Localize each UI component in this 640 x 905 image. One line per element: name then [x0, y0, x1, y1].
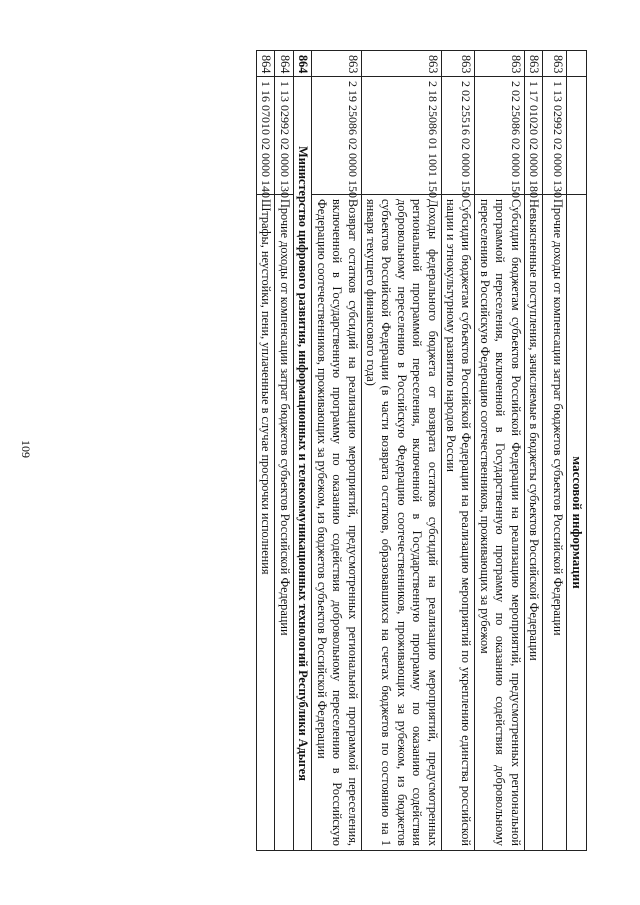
revenue-code: 1 13 02992 02 0000 130 — [543, 77, 567, 195]
revenue-code: 2 02 25086 02 0000 150 — [475, 77, 524, 195]
revenue-code: 1 13 02992 02 0000 130 — [275, 77, 293, 195]
revenue-code: 1 17 01020 02 0000 180 — [524, 77, 542, 195]
admin-code: 863 — [441, 51, 475, 77]
page-number: 109 — [19, 440, 33, 458]
table-row — [257, 51, 275, 851]
rotated-document-table — [67, 50, 587, 850]
revenue-description: Прочие доходы от компенсации затрат бюджетов субъектов Российской Федерации — [543, 195, 567, 851]
revenue-table — [256, 50, 587, 851]
revenue-code: 2 18 25086 01 1001 150 — [361, 77, 441, 195]
admin-code: 863 — [361, 51, 441, 77]
revenue-description: Невыясненные поступления, зачисляемые в бюджеты субъектов Российской Федерации — [524, 195, 542, 851]
admin-code: 863 — [475, 51, 524, 77]
table-row — [275, 51, 293, 851]
table-row — [543, 51, 567, 851]
admin-code: 863 — [524, 51, 542, 77]
admin-code: 864 — [293, 51, 311, 77]
admin-code: 864 — [275, 51, 293, 77]
revenue-code: 2 19 25086 02 0000 150 — [312, 77, 361, 195]
table-row — [524, 51, 542, 851]
revenue-description: Субсидии бюджетам субъектов Российской Федерации на реализацию мероприятий, предусмотренных региональной программой переселения, включенной в Государственную программу по оказанию содействия добровольному переселению в Российскую Федерацию соотечественников, проживающих за рубежом — [475, 195, 524, 851]
ministry-heading: Министерство цифрового развития, информационных и телекоммуникационных технологий Республики Адыгея — [293, 77, 311, 851]
revenue-code: 1 16 07010 02 0000 140 — [257, 77, 275, 195]
revenue-description: Возврат остатков субсидий на реализацию мероприятий, предусмотренных региональной программой переселения, включенной в Государственную программу по оказанию содействия добровольному переселению в Российскую Федерацию соотечественников, проживающих за рубежом, из бюджетов субъектов Российской Федерации — [312, 195, 361, 851]
table-cell — [567, 77, 587, 195]
revenue-description: Прочие доходы от компенсации затрат бюджетов субъектов Российской Федерации — [275, 195, 293, 851]
revenue-description: Доходы федерального бюджета от возврата остатков субсидий на реализацию мероприятий, предусмотренных региональной программой переселения, включенной в Государственную программу по оказанию содействия добровольному переселению в Российскую Федерацию соотечественников, проживающих за рубежом, из бюджетов субъектов Российской Федерации (в части возврата остатков, образовавшихся на счетах бюджетов по состоянию на 1 января текущего финансового года) — [361, 195, 441, 851]
table-row — [361, 51, 441, 851]
admin-code: 863 — [543, 51, 567, 77]
section-title: массовой информации — [567, 195, 587, 851]
table-row — [475, 51, 524, 851]
table-cell — [567, 51, 587, 77]
table-row — [293, 51, 311, 851]
admin-code: 863 — [312, 51, 361, 77]
table-row — [441, 51, 475, 851]
table-row — [312, 51, 361, 851]
admin-code: 864 — [257, 51, 275, 77]
revenue-description: Субсидии бюджетам субъектов Российской Федерации на реализацию мероприятий по укреплению единства российской нации и этнокультурному развитию народов России — [441, 195, 475, 851]
revenue-description: Штрафы, неустойки, пени, уплаченные в случае просрочки исполнения — [257, 195, 275, 851]
revenue-code: 2 02 25516 02 0000 150 — [441, 77, 475, 195]
table-row — [567, 51, 587, 851]
